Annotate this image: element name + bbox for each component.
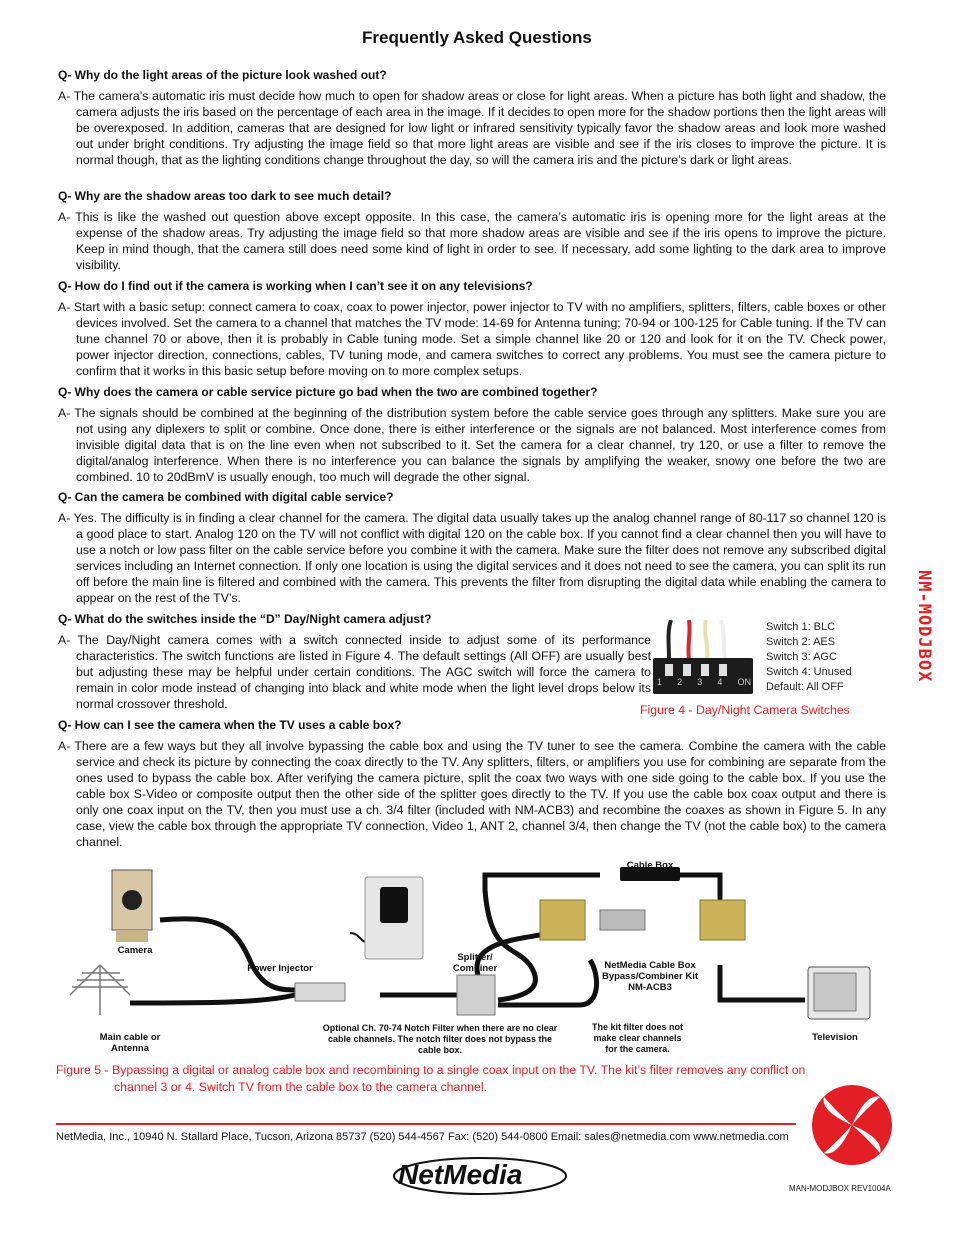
switch-item: Switch 1: BLC [766, 621, 836, 633]
faq-answer: A- Yes. The difficulty is in finding a clear channel for the camera. The digital data usually takes up the analog channel range of 80-117 so channel 120 is a good place to start. Analog 120 on the TV will not conflict with digital 120 on the cable box. If you cannot find a clear channel then you will have to use a notch or low pass filter on the cable service before you combine it with the camera. Make sure the filter does not remove any subscribed digital services including an Internet connection. If only one location is using the digital services and it does not need to see the camera, you can split its run off before the main line is filtered and combined with the camera. This prevents the filter from disrupting the digital data while enabling the camera to appear on the rest of the TV’s. [58, 511, 887, 605]
label-kit: NetMedia Cable Box Bypass/Combiner Kit NM-ACB3 [601, 960, 699, 993]
label-cable-box: Cable Box [626, 860, 674, 871]
dip-number: 1 [657, 677, 663, 687]
netmedia-logo [388, 1150, 568, 1200]
logo-text: NetMedia [398, 1159, 523, 1190]
switch-item: Switch 4: Unused [766, 666, 852, 678]
dip-number: 3 [697, 677, 703, 687]
faq-answer: A- Start with a basic setup: connect camera to coax, coax to power injector, power injector to TV with no amplifiers, splitters, filters, cable boxes or other devices involved. Set the camera to a channel that matches the TV mode: 14-69 for Antenna tuning; 70-94 or 100-125 for Cable tuning. If the TV can tune channel 70 or above, then it is probably in Cable tuning mode. Set a simple channel like 20 or 120 and look for it on the TV. Check power, power injector direction, connections, cables, TV tuning mode, and camera switches to correct any problems. You must see the camera picture to confirm that it works in this basic setup before moving on to more complex setups. [58, 300, 886, 378]
dip-number: 2 [677, 677, 683, 687]
page-title: Frequently Asked Questions [362, 28, 592, 47]
faq-question: Q- What do the switches inside the “D” Day/Night camera adjust? [58, 612, 432, 626]
footer-divider [56, 1123, 796, 1125]
dip-number: 4 [717, 677, 723, 687]
figure5-caption-line2: channel 3 or 4. Switch TV from the cable box to the camera channel. [114, 1080, 487, 1094]
faq-question: Q- Why does the camera or cable service picture go bad when the two are combined together? [58, 385, 598, 399]
document-id: MAN-MODJBOX REV1004A [789, 1184, 891, 1193]
figure4-caption: Figure 4 - Day/Night Camera Switches [640, 703, 850, 717]
faq-answer: A- The camera’s automatic iris must decide how much to open for shadow areas or close for light areas. When a picture has both light and shadow, the camera adjusts the iris based on the percentage of each area in the image. If it decides to open more for the shadow portions then the light areas will be overexposed. In addition, cameras that are designed for low light or infrared sensitivity typically favor the shadow areas and look more washed out under bright conditions. Try adjusting the image field so that more light areas are visible and see if the iris closes to improve the picture. It is normal though, that as the lighting conditions change throughout the day, so will the camera iris and the picture’s dark or light areas. [58, 89, 886, 167]
side-title: NM-MODJBOX [914, 570, 934, 683]
label-notch-filter: Optional Ch. 70-74 Notch Filter when there are no clear cable channels. The notch filter does not bypass the cable box. [322, 1023, 558, 1055]
faq-answer: A- The signals should be combined at the beginning of the distribution system before the cable service goes through any splitters. Make sure you are not using any diplexers to split or combine. Once done, there is either interference or the signals are not balanced. Most interference comes from invisible digital data that is on the line even when not subscribed to it. Set the camera for a clear channel, try 120, or use a filter to remove the digital/analog interference. When there is no interference you can balance the signals by amplifying the weaker, snowy one before the two are combined. 10 to 20dBmV is usually enough, too much will degrade the other signal. [58, 406, 886, 484]
label-kit-filter: The kit filter does not make clear channels for the camera. [591, 1022, 683, 1054]
brand-pinwheel-logo [810, 1083, 894, 1167]
switch-item: Switch 2: AES [766, 636, 836, 648]
faq-answer: A- There are a few ways but they all involve bypassing the cable box and using the TV tuner to see the camera. Combine the camera with the cable service and check its picture by connecting the coax directly to the TV. Any splitters, filters, or amplifiers you use for combining are separate from the ones used to bypass the cable box. After verifying the camera picture, split the coax two ways with one side going to the cable box. If you use the cable box S-Video or composite output then the other side of the splitter goes directly to the TV. If you use the cable box coax output and there is only one coax input on the TV, then you must use a ch. 3/4 filter (included with NM-ACB3) and recombine the coaxes as shown in Figure 5. In any case, view the cable box through the appropriate TV connection, Video 1, ANT 2, channel 3/4, then change the TV (not the cable box) to the camera channel. [58, 739, 886, 849]
dip-number: ON [737, 677, 751, 687]
faq-answer: A- This is like the washed out question above except opposite. In this case, the camera’s automatic iris is opening more for the light areas at the expense of the shadow areas. Try adjusting the image field so that more shadow areas are visible and see if the iris opens to improve the picture. Keep in mind though, that the camera still does need some kind of light in order to see. If necessary, add some lighting to the dark area to improve visibility. [58, 210, 886, 272]
label-power-injector: Power Injector [247, 963, 313, 974]
switch-item: Switch 3: AGC [766, 651, 837, 663]
faq-question: Q- Why are the shadow areas too dark to see much detail? [58, 189, 392, 203]
footer-address: NetMedia, Inc., 10940 N. Stallard Place, Tucson, Arizona 85737 (520) 544-4567 Fax: (520) 544-0800 Email: sales@netmedia.com www.netmedia.com [56, 1131, 789, 1143]
figure5-diagram [60, 855, 880, 1060]
label-television: Television [812, 1032, 858, 1043]
dip-switch-photo [651, 620, 755, 696]
faq-question: Q- Why do the light areas of the picture look washed out? [58, 68, 387, 82]
switch-list [766, 620, 852, 695]
faq-question: Q- How can I see the camera when the TV uses a cable box? [58, 718, 402, 732]
faq-question: Q- How do I find out if the camera is working when I can’t see it on any televisions? [58, 279, 533, 293]
faq-answer: A- The Day/Night camera comes with a switch connected inside to adjust some of its performance characteristics. The switch functions are listed in Figure 4. The default settings (All OFF) are usually best but adjusting these may be helpful under certain conditions. The AGC switch will force the camera to remain in color mode instead of changing into black and white mode when the light level drops below its normal crossover threshold. [58, 633, 651, 711]
label-splitter: Splitter/ Combiner [452, 952, 498, 974]
label-camera: Camera [117, 945, 153, 956]
switch-item: Default: All OFF [766, 681, 844, 693]
figure5-caption-line1: Figure 5 - Bypassing a digital or analog cable box and recombining to a single coax input on the TV. The kit’s filter removes any conflict on [56, 1063, 806, 1077]
label-main-cable: Main cable or Antenna [99, 1032, 161, 1054]
faq-question: Q- Can the camera be combined with digital cable service? [58, 490, 394, 504]
